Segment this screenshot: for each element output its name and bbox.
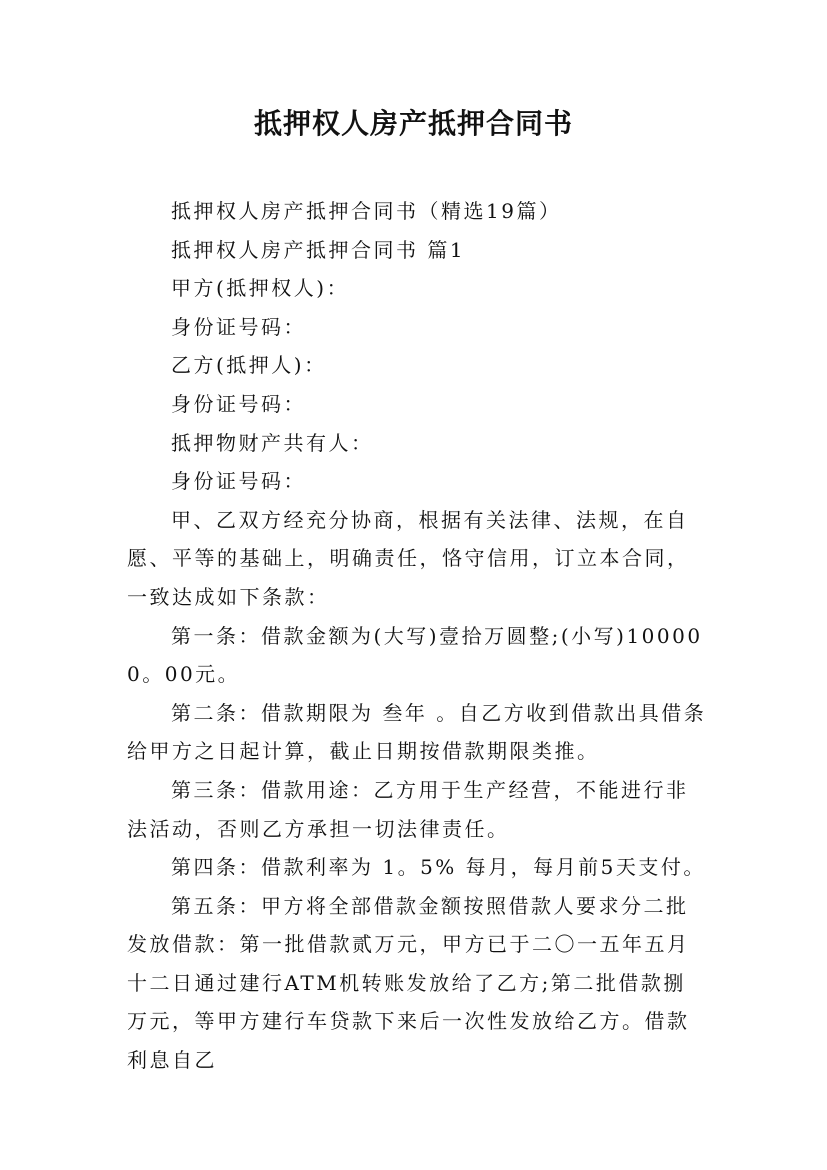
paragraph-article-title: 抵押权人房产抵押合同书 篇1 [171,237,466,262]
document-title: 抵押权人房产抵押合同书 [253,107,573,140]
paragraph-clause-3: 第三条：借款用途：乙方用于生产经营，不能进行非法活动，否则乙方承担一切法律责任。 [127,777,689,841]
paragraph-co-owner: 抵押物财产共有人： [171,430,374,455]
paragraph-party-a-id: 身份证号码： [171,314,306,339]
paragraph-preamble: 甲、乙双方经充分协商，根据有关法律、法规，在自愿、平等的基础上，明确责任，恪守信用，订立本合同，一致达成如下条款： [127,507,690,609]
paragraph-clause-4: 第四条：借款利率为 1。5% 每月，每月前5天支付。 [171,855,706,880]
paragraph-heading-selected: 抵押权人房产抵押合同书（精选19篇） [171,199,562,223]
paragraph-party-b-id: 身份证号码： [171,391,306,416]
paragraph-party-a: 甲方(抵押权人)： [171,276,350,301]
paragraph-party-b: 乙方(抵押人)： [171,353,327,378]
paragraph-co-owner-id: 身份证号码： [171,469,306,494]
paragraph-clause-5: 第五条：甲方将全部借款金额按照借款人要求分二批发放借款：第一批借款贰万元，甲方已于二〇一五年五月十二日通过建行ATM机转账发放给了乙方;第二批借款捌万元，等甲方建行车贷款下来后一次性发放给乙方。借款利息自乙 [127,893,690,1073]
paragraph-clause-2: 第二条：借款期限为 叁年 。自乙方收到借款出具借条给甲方之日起计算，截止日期按借款期限类推。 [127,700,707,764]
paragraph-clause-1: 第一条：借款金额为(大写)壹拾万圆整;(小写)100000。00元。 [127,623,703,687]
document-body [127,192,707,1080]
